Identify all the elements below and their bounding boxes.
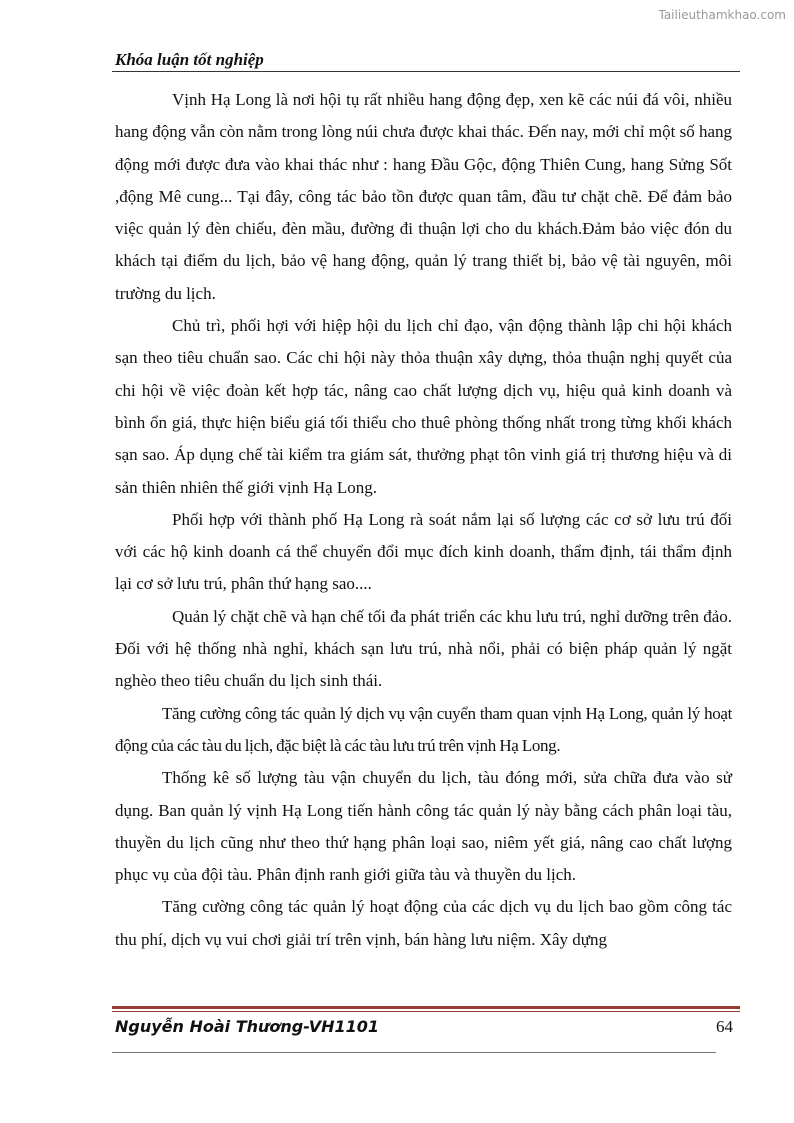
paragraph-accommodation-review: Phối hợp với thành phố Hạ Long rà soát nắm lại số lượng các cơ sở lưu trú đối với các hộ kinh doanh cá thể chuyển đổi mục đích kinh doanh, thẩm định, tái thẩm định lại cơ sở lưu trú, phân thứ hạng sao.... (115, 509, 732, 594)
footer-divider-thick (112, 1006, 740, 1009)
document-body (115, 84, 732, 956)
paragraph-boat-statistics: Thống kê số lượng tàu vận chuyển du lịch, tàu đóng mới, sửa chữa đưa vào sử dụng. Ban quản lý vịnh Hạ Long tiến hành công tác quản lý này bằng cách phân loại tàu, thuyền du lịch cũng như theo thứ hạng phân loại sao, niêm yết giá, nâng cao chất lượng phục vụ của đội tàu. Phân định ranh giới giữa tàu và thuyền du lịch. (115, 768, 732, 885)
document-header-title: Khóa luận tốt nghiệp (115, 50, 264, 69)
page-number: 64 (716, 1017, 733, 1036)
header-divider (112, 71, 740, 72)
watermark-text: Tailieuthamkhao.com (658, 8, 786, 22)
footer-underline (112, 1052, 716, 1053)
paragraph-hotel-association: Chủ trì, phối hợi với hiệp hội du lịch chỉ đạo, vận động thành lập chi hội khách sạn theo tiêu chuẩn sao. Các chi hội này thỏa thuận xây dựng, thỏa thuận nghị quyết của chi hội về việc đoàn kết hợp tác, nâng cao chất lượng dịch vụ, hiệu quả kinh doanh và bình ổn giá, thực hiện biểu giá tối thiểu cho thuê phòng thống nhất trong từng khối khách sạn sao. Áp dụng chế tài kiểm tra giám sát, thưởng phạt tôn vinh giá trị thương hiệu và di sản thiên nhiên thế giới vịnh Hạ Long. (115, 316, 732, 497)
paragraph-tourism-services: Tăng cường công tác quản lý hoạt động của các dịch vụ du lịch bao gồm công tác thu phí, dịch vụ vui chơi giải trí trên vịnh, bán hàng lưu niệm. Xây dựng (115, 897, 732, 949)
paragraph-boat-management: Tăng cường công tác quản lý dịch vụ vận cuyển tham quan vịnh Hạ Long, quản lý hoạt động của các tàu du lịch, đặc biệt là các tàu lưu trú trên vịnh Hạ Long. (115, 703, 732, 755)
footer-divider-thin (112, 1011, 740, 1012)
footer-author: Nguyễn Hoài Thương-VH1101 (115, 1017, 380, 1036)
paragraph-island-accommodation: Quản lý chặt chẽ và hạn chế tối đa phát triển các khu lưu trú, nghỉ dưỡng trên đảo. Đối với hệ thống nhà nghỉ, khách sạn lưu trú, nhà nổi, phải có biện pháp quản lý ngặt nghèo theo tiêu chuẩn du lịch sinh thái. (115, 606, 732, 691)
paragraph-ha-long-caves: Vịnh Hạ Long là nơi hội tụ rất nhiều hang động đẹp, xen kẽ các núi đá vôi, nhiều hang động vẫn còn nằm trong lòng núi chưa được khai thác. Đến nay, mới chỉ một số hang động mới được đưa vào khai thác như : hang Đầu Gộc, động Thiên Cung, hang Sửng Sốt ,động Mê cung... Tại đây, công tác bảo tồn được quan tâm, đầu tư chặt chẽ. Để đảm bảo việc quản lý đèn chiếu, đèn mầu, đường đi thuận lợi cho du khách.Đảm bảo việc đón du khách tại điểm du lịch, bảo vệ hang động, quản lý trang thiết bị, bảo vệ tài nguyên, môi trường du lịch. (115, 90, 732, 303)
